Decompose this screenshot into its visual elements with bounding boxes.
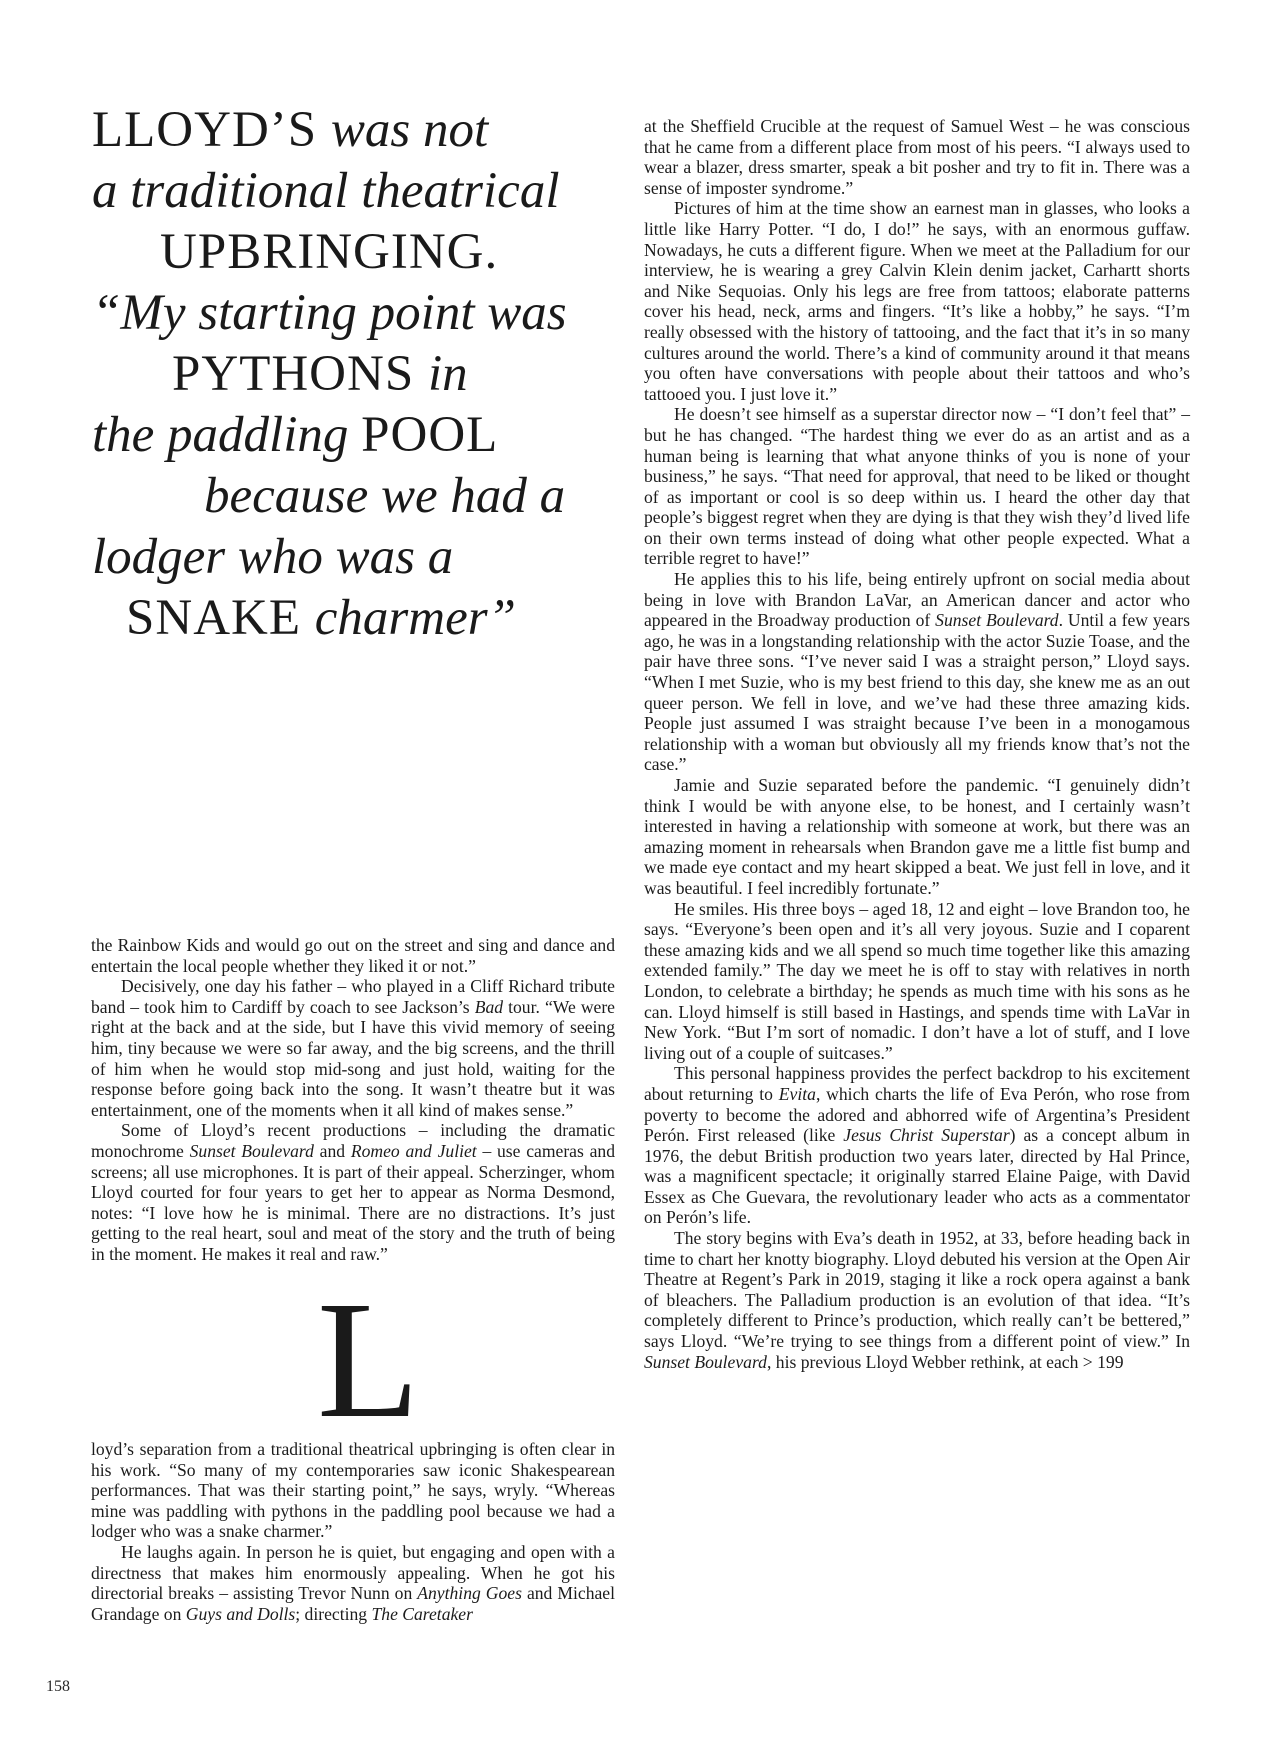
left-column-top — [91, 935, 615, 1265]
pull-quote — [92, 100, 612, 649]
body-paragraph: at the Sheffield Crucible at the request of Samuel West – he was conscious that he came from a different place from most of his peers. “I always used to wear a blazer, dress smarter, speak a bit posher and try to fit in. There was a sense of imposter syndrome.” — [644, 116, 1190, 198]
pull-quote-segment: UPBRINGING. — [160, 224, 499, 280]
drop-cap: L — [317, 1267, 420, 1453]
body-paragraph: Decisively, one day his father – who played in a Cliff Richard tribute band – took him to Cardiff by coach to see Jackson’s Bad tour. “We were right at the back and at the side, but I have this vivid memory of seeing him, tiny because we were so far away, and the big screens, and the thrill of him when he would stop mid-song and just hold, waiting for the response before going back into the song. It wasn’t theatre but it was entertainment, one of the moments when it all kind of makes sense.” — [91, 976, 615, 1120]
left-column-bottom — [91, 1439, 615, 1624]
pull-quote-line — [92, 222, 612, 283]
pull-quote-line — [92, 405, 612, 466]
body-paragraph: This personal happiness provides the perfect backdrop to his excitement about returning to Evita, which charts the life of Eva Perón, who rose from poverty to become the adored and abhorred wife of Argentina’s President Perón. First released (like Jesus Christ Superstar) as a concept album in 1976, the debut British production two years later, directed by Hal Prince, was a magnificent spectacle; it originally starred Elaine Paige, with David Essex as Che Guevara, the revolutionary leader who acts as a commentator on Perón’s life. — [644, 1063, 1190, 1228]
pull-quote-segment: the paddling — [92, 407, 362, 463]
pull-quote-segment: a traditional theatrical — [92, 163, 560, 219]
body-paragraph: He laughs again. In person he is quiet, but engaging and open with a directness that makes him enormously appealing. When he got his directorial breaks – assisting Trevor Nunn on Anything Goes and Michael Grandage on Guys and Dolls; directing The Caretaker — [91, 1541, 616, 1624]
pull-quote-segment: PYTHONS — [172, 346, 428, 402]
pull-quote-segment: was not — [330, 102, 489, 158]
pull-quote-segment: POOL — [361, 407, 499, 463]
body-paragraph: The story begins with Eva’s death in 1952, at 33, before heading back in time to chart her knotty biography. Lloyd debuted his version at the Open Air Theatre at Regent’s Park in 2019, staging it like a rock opera against a bank of bleachers. The Palladium production is an evolution of that idea. “It’s completely different to Prince’s production, which really can’t be bettered,” says Lloyd. “We’re trying to see things from a different point of view.” In Sunset Boulevard, his previous Lloyd Webber rethink, at each > 199 — [644, 1228, 1190, 1372]
pull-quote-line — [92, 283, 612, 344]
pull-quote-segment: “My starting point was — [92, 285, 567, 341]
pull-quote-line — [92, 466, 612, 527]
pull-quote-line — [92, 344, 612, 405]
pull-quote-segment: SNAKE — [126, 590, 315, 646]
pull-quote-segment: because we had a — [204, 468, 566, 524]
pull-quote-segment: LLOYD’S — [92, 102, 331, 158]
body-paragraph: loyd’s separation from a traditional theatrical upbringing is often clear in his work. “So many of my contemporaries saw iconic Shakespearean performances. That was their starting point,” he says, wryly. “Whereas mine was paddling with pythons in the paddling pool because we had a lodger who was a snake charmer.” — [91, 1439, 615, 1542]
pull-quote-segment: lodger who was a — [92, 529, 454, 585]
right-column — [644, 116, 1190, 1372]
body-paragraph: He doesn’t see himself as a superstar director now – “I don’t feel that” – but he has changed. “The hardest thing we ever do as an artist and as a human being is learning that what anyone thinks of you is none of your business,” he says. “That need for approval, that need to be liked or thought of as important or cool is so deep within us. I heard the other day that people’s biggest regret when they are dying is that they wish they’d lived life on their own terms instead of doing what other people expected. What a terrible regret to have!” — [644, 404, 1190, 569]
pull-quote-segment: charmer” — [314, 590, 516, 646]
body-paragraph: the Rainbow Kids and would go out on the street and sing and dance and entertain the local people whether they liked it or not.” — [91, 935, 615, 976]
pull-quote-line — [92, 588, 612, 649]
body-paragraph: He smiles. His three boys – aged 18, 12 and eight – love Brandon too, he says. “Everyone’s been open and it’s all very joyous. Suzie and I coparent these amazing kids and we all spend so much time together like this amazing extended family.” The day we meet he is off to stay with relatives in north London, to celebrate a birthday; he spends as much time with his sons as he can. Lloyd himself is still based in Hastings, and spends time with LaVar in New York. “But I’m sort of nomadic. I don’t have a lot of stuff, and I love living out of a couple of suitcases.” — [644, 898, 1190, 1063]
pull-quote-line — [92, 527, 612, 588]
pull-quote-segment: in — [427, 346, 468, 402]
body-paragraph: Some of Lloyd’s recent productions – including the dramatic monochrome Sunset Boulevard and Romeo and Juliet – use cameras and screens; all use microphones. It is part of their appeal. Scherzinger, whom Lloyd courted for four years to get her to appear as Norma Desmond, notes: “I love how he is minimal. There are no distractions. It’s just getting to the real heart, soul and meat of the story and the truth of being in the moment. He makes it real and raw.” — [91, 1120, 615, 1264]
body-paragraph: He applies this to his life, being entirely upfront on social media about being in love with Brandon LaVar, an American dancer and actor who appeared in the Broadway production of Sunset Boulevard. Until a few years ago, he was in a longstanding relationship with the actor Suzie Toase, and the pair have three sons. “I’ve never said I was a straight person,” Lloyd says. “When I met Suzie, who is my best friend to this day, she knew me as an out queer person. We fell in love, and we’ve had these three amazing kids. People just assumed I was straight because I’ve been in a monogamous relationship with a woman but obviously all my friends know that’s not the case.” — [644, 569, 1191, 775]
body-paragraph: Pictures of him at the time show an earnest man in glasses, who looks a little like Harry Potter. “I do, I do!” he says, with an enormous guffaw. Nowadays, he cuts a different figure. When we meet at the Palladium for our interview, he is wearing a grey Calvin Klein denim jacket, Carhartt shorts and Nike Sequoias. Only his legs are free from tattoos; elaborate patterns cover his head, neck, arms and fingers. “It’s like a hobby,” he says. “I’m really obsessed with the history of tattooing, and the fact that it’s in so many cultures around the world. There’s a kind of community around it that means you often have conversations with people about their tattoos and who’s tattooed you. I just love it.” — [644, 198, 1190, 404]
body-paragraph: Jamie and Suzie separated before the pandemic. “I genuinely didn’t think I would be with anyone else, to be honest, and I certainly wasn’t interested in having a relationship with someone at work, but there was an amazing moment in rehearsals when Brandon gave me a little fist bump and we made eye contact and my heart skipped a beat. We just fell in love, and it was beautiful. I feel incredibly fortunate.” — [644, 775, 1190, 898]
pull-quote-line — [92, 100, 612, 161]
page-number: 158 — [46, 1678, 70, 1695]
pull-quote-line — [92, 161, 612, 222]
